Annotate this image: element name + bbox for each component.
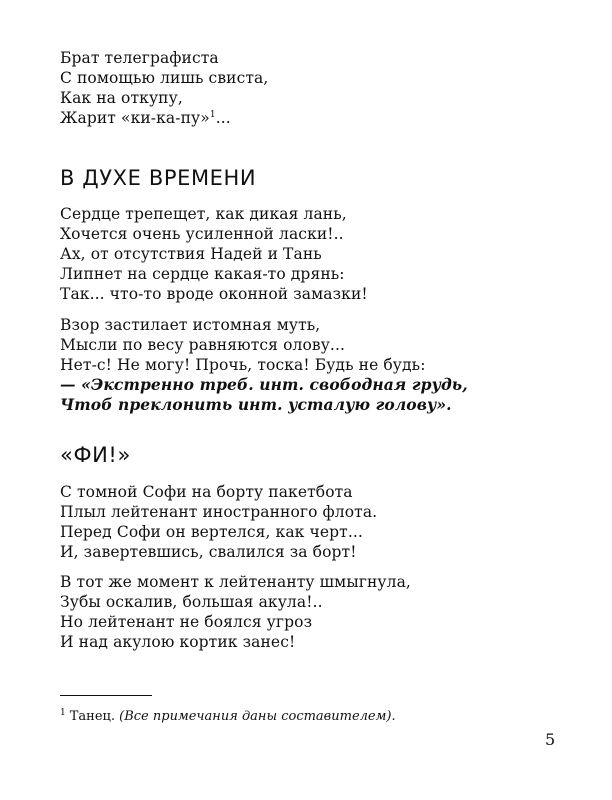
intro-stanza — [60, 48, 268, 128]
intro-line: С помощью лишь свиста, — [60, 69, 269, 87]
poem-line: Липнет на сердце какая-то дрянь: — [60, 265, 345, 283]
footnote-note: (Все примечания даны составителем). — [119, 709, 396, 724]
poem-line: И, завертевшись, свалился за борт! — [60, 543, 357, 561]
poem-line: В тот же момент к лейтенанту шмыгнула, — [60, 573, 411, 591]
poem-line: Взор застилает истомная муть, — [60, 316, 321, 334]
poem-line: Сердце трепещет, как дикая лань, — [60, 205, 347, 223]
poem2-title: «ФИ!» — [60, 443, 131, 467]
poem-line: Перед Софи он вертелся, как черт... — [60, 523, 363, 541]
poem-line: Хочется очень усиленной ласки!.. — [60, 225, 344, 243]
intro-line-text: Жарит «ки-ка-пу» — [60, 109, 210, 127]
poem-line: Зубы оскалив, большая акула!.. — [60, 593, 323, 611]
footnote — [60, 708, 396, 726]
intro-line-tail: ... — [215, 109, 231, 127]
poem1-stanza1 — [60, 204, 368, 304]
page-number: 5 — [545, 730, 556, 749]
footnote-number: 1 — [60, 707, 66, 718]
footnote-text: Танец. — [69, 709, 116, 724]
poem-line: С томной Софи на борту пакетбота — [60, 483, 353, 501]
poem2-stanza2 — [60, 572, 411, 652]
intro-line-last — [60, 108, 268, 128]
poem-line: Так... что-то вроде оконной замазки! — [60, 285, 368, 303]
footnote-divider — [60, 695, 152, 696]
poem1-stanza2 — [60, 315, 468, 415]
ad-line: — «Экстренно треб. инт. свободная грудь, — [60, 375, 468, 394]
poem-line: Ах, от отсутствия Надей и Тань — [60, 245, 322, 263]
intro-line: Брат телеграфиста — [60, 49, 219, 67]
poem2-stanza1 — [60, 482, 377, 562]
poem-line: Мысли по весу равняются олову... — [60, 336, 345, 354]
poem-line: Нет-с! Не могу! Прочь, тоска! Будь не будь: — [60, 356, 426, 374]
poem-line: И над акулою кортик занес! — [60, 633, 296, 651]
intro-line: Как на откупу, — [60, 89, 183, 107]
poem1-title: В ДУХЕ ВРЕМЕНИ — [60, 166, 257, 190]
ad-line: Чтоб преклонить инт. усталую голову». — [60, 395, 452, 414]
poem-line: Но лейтенант не боялся угроз — [60, 613, 313, 631]
poem-line: Плыл лейтенант иностранного флота. — [60, 503, 378, 521]
footnote-marker: 1 — [209, 109, 216, 120]
